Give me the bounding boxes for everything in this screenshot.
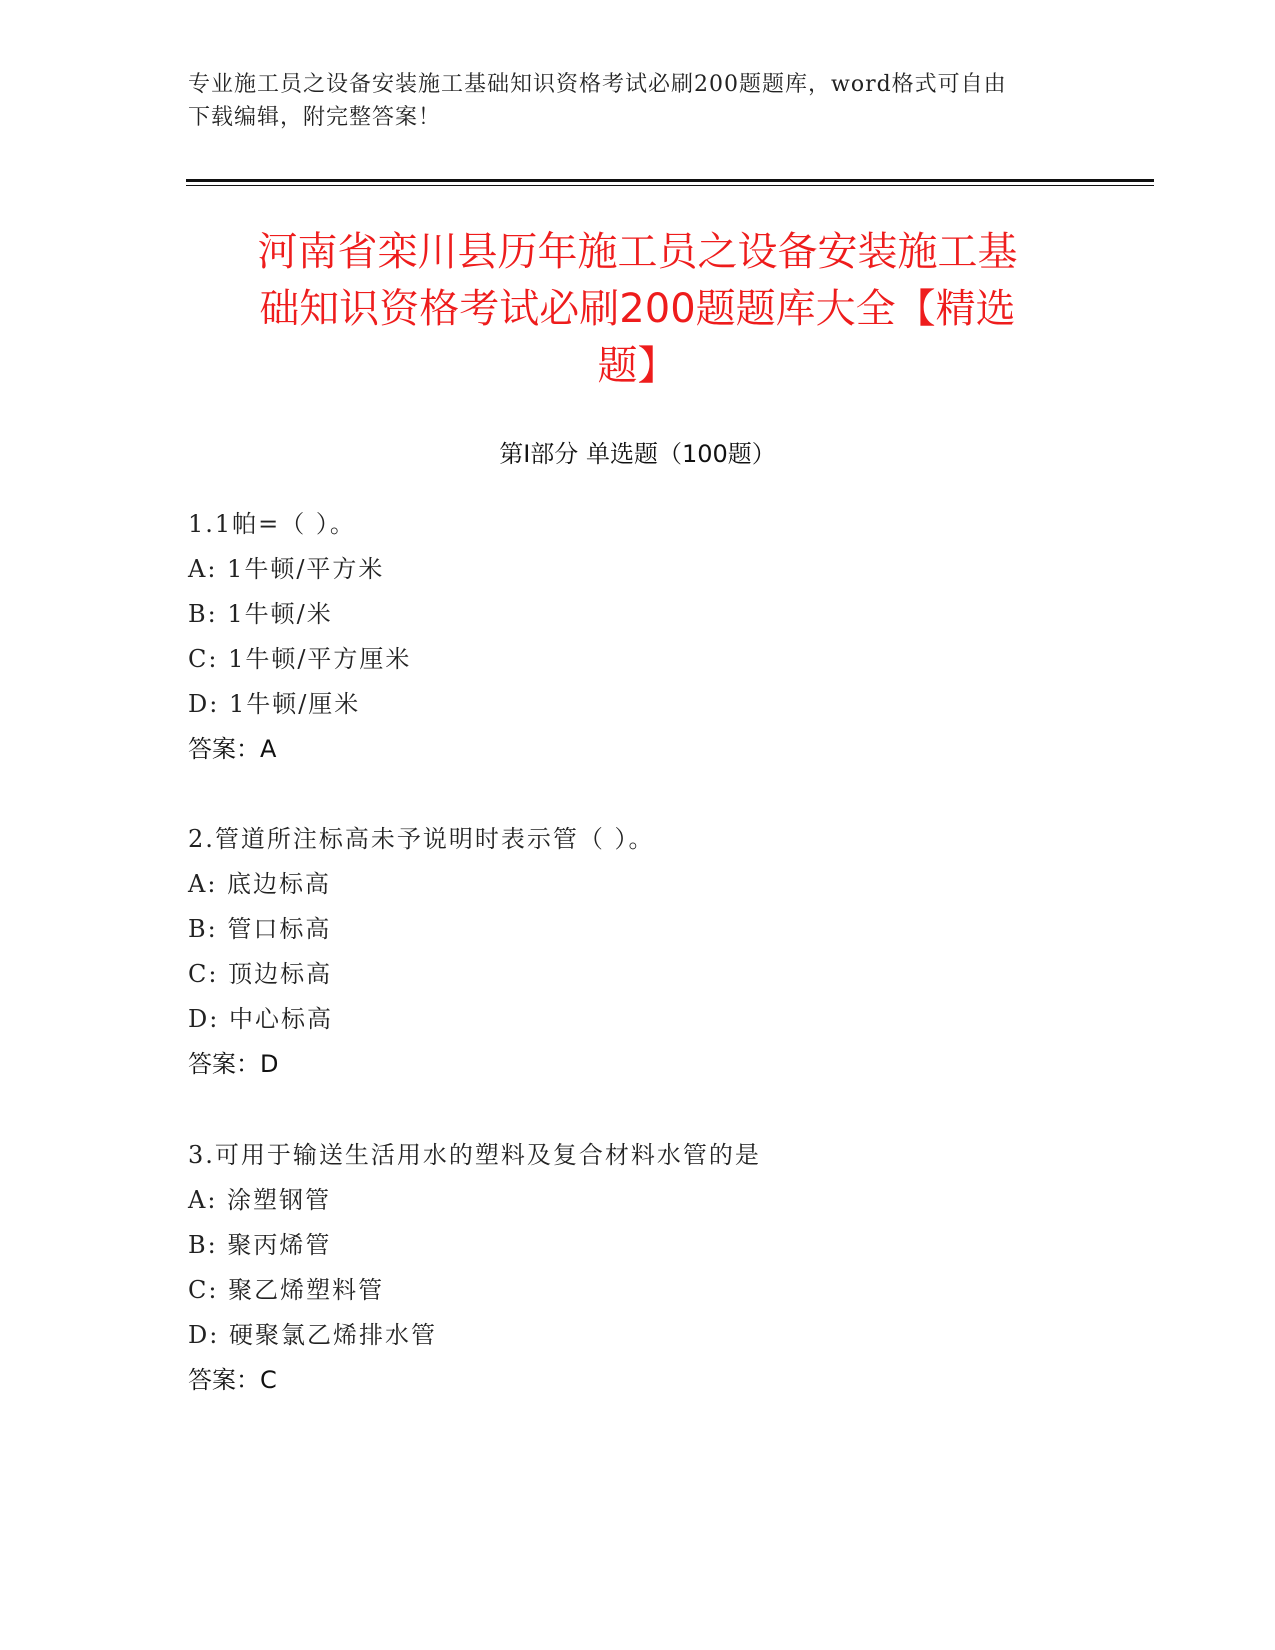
option-d: D: 硬聚氯乙烯排水管	[188, 1321, 437, 1349]
header-rule-thick	[186, 179, 1154, 182]
question-1	[188, 502, 1088, 772]
header-rule-thin	[186, 185, 1154, 186]
question-3	[188, 1133, 1088, 1403]
question-stem: 3.可用于输送生活用水的塑料及复合材料水管的是	[188, 1141, 761, 1169]
option-c: C: 1牛顿/平方厘米	[188, 645, 412, 673]
answer-line: 答案：A	[188, 735, 277, 763]
option-c: C: 顶边标高	[188, 960, 333, 988]
option-a: A: 涂塑钢管	[188, 1186, 332, 1214]
option-b: B: 聚丙烯管	[188, 1231, 332, 1259]
question-stem: 2.管道所注标高未予说明时表示管（ ）。	[188, 825, 655, 853]
question-stem: 1.1帕=（ ）。	[188, 510, 356, 538]
document-title-line-2: 础知识资格考试必刷200题题库大全【精选	[259, 286, 1016, 332]
option-d: D: 中心标高	[188, 1005, 333, 1033]
document-title-line-1: 河南省栾川县历年施工员之设备安装施工基	[257, 229, 1018, 275]
header-note-line-2: 下载编辑，附完整答案！	[188, 105, 442, 130]
question-2	[188, 817, 1088, 1087]
option-b: B: 1牛顿/米	[188, 600, 333, 628]
option-b: B: 管口标高	[188, 915, 332, 943]
document-title-line-3: 题】	[597, 343, 678, 389]
option-a: A: 底边标高	[188, 870, 332, 898]
document-title	[170, 224, 1105, 395]
header-note	[188, 68, 1068, 134]
option-a: A: 1牛顿/平方米	[188, 555, 385, 583]
option-c: C: 聚乙烯塑料管	[188, 1276, 385, 1304]
header-note-line-1: 专业施工员之设备安装施工基础知识资格考试必刷200题题库，word格式可自由	[188, 72, 1007, 97]
answer-line: 答案：C	[188, 1366, 277, 1394]
section-heading: 第I部分 单选题（100题）	[499, 440, 776, 468]
answer-line: 答案：D	[188, 1050, 279, 1078]
option-d: D: 1牛顿/厘米	[188, 690, 361, 718]
